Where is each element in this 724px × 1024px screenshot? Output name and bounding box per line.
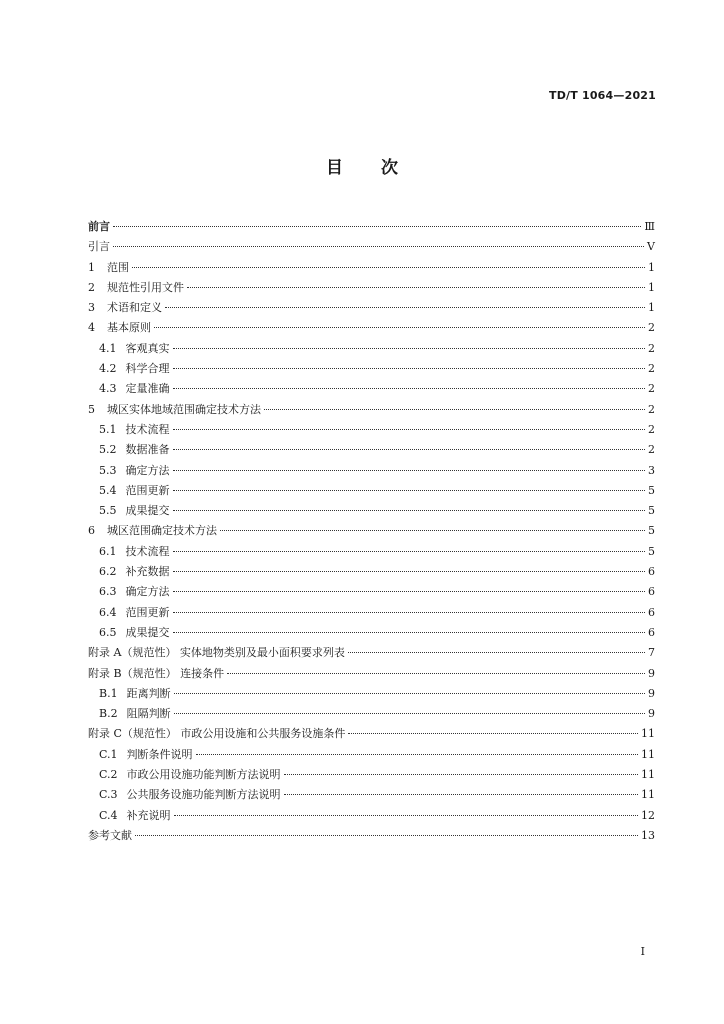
toc-entry-page: 6	[648, 605, 655, 619]
toc-entry-page: 2	[648, 422, 655, 436]
toc-entry-number: 5.1	[99, 422, 117, 436]
toc-entry-page: 6	[648, 625, 655, 639]
toc-entry[interactable]	[88, 258, 655, 278]
toc-entry-label	[99, 339, 170, 359]
toc-entry[interactable]	[88, 379, 655, 399]
toc-entry-label	[88, 298, 162, 318]
toc-leader-dots	[174, 815, 638, 816]
toc-entry-number: C.4	[99, 808, 118, 822]
toc-entry-title: 附录 B（规范性） 连接条件	[88, 666, 225, 680]
toc-entry-page: 9	[648, 666, 655, 680]
toc-entry-number: 5.2	[99, 443, 117, 457]
toc-entry[interactable]	[88, 664, 655, 684]
toc-entry-page: 1	[648, 260, 655, 274]
toc-entry-number: 6	[88, 524, 95, 538]
toc-entry-number: 4.2	[99, 362, 117, 376]
toc-entry-number: 4.1	[99, 341, 117, 355]
toc-entry[interactable]	[88, 603, 655, 623]
toc-entry-number: 6.5	[99, 625, 117, 639]
toc-entry-page: 11	[641, 768, 655, 782]
toc-leader-dots	[173, 612, 646, 613]
toc-entry-title: 判断条件说明	[126, 747, 193, 761]
toc-leader-dots	[173, 470, 646, 471]
toc-entry-label	[99, 623, 170, 643]
toc-entry-label	[88, 258, 129, 278]
toc-entry-title: 距离判断	[126, 686, 171, 700]
toc-entry[interactable]	[88, 481, 655, 501]
toc-entry-label	[99, 704, 171, 724]
toc-entry-number: B.1	[99, 686, 118, 700]
toc-entry-title: 技术流程	[125, 544, 170, 558]
toc-entry-page: 6	[648, 565, 655, 579]
toc-entry-label	[88, 521, 217, 541]
toc-entry-title: 确定方法	[125, 585, 170, 599]
page-number: I	[640, 945, 645, 958]
toc-entry[interactable]	[88, 359, 655, 379]
toc-leader-dots	[173, 632, 646, 633]
toc-entry[interactable]	[88, 684, 655, 704]
page-title	[0, 153, 724, 178]
toc-entry[interactable]	[88, 582, 655, 602]
toc-leader-dots	[173, 551, 646, 552]
toc-entry[interactable]	[88, 237, 655, 257]
toc-entry[interactable]	[88, 745, 655, 765]
toc-entry[interactable]	[88, 420, 655, 440]
toc-entry-label	[88, 237, 110, 257]
toc-entry-number: 6.3	[99, 585, 117, 599]
toc-leader-dots	[165, 307, 645, 308]
toc-entry-page: 5	[648, 483, 655, 497]
table-of-contents	[88, 217, 655, 846]
toc-leader-dots	[173, 591, 646, 592]
toc-leader-dots	[173, 429, 646, 430]
toc-entry-label	[88, 278, 184, 298]
toc-entry-label	[99, 785, 281, 805]
toc-leader-dots	[348, 733, 638, 734]
toc-entry[interactable]	[88, 704, 655, 724]
toc-entry-page: 1	[648, 280, 655, 294]
toc-entry-number: B.2	[99, 707, 118, 721]
toc-entry-title: 技术流程	[125, 422, 170, 436]
toc-entry-number: 6.1	[99, 544, 117, 558]
toc-entry-page: 2	[648, 362, 655, 376]
toc-entry-number: 5.3	[99, 463, 117, 477]
toc-entry-title: 范围更新	[125, 483, 170, 497]
toc-leader-dots	[113, 246, 644, 247]
toc-entry-page: 2	[648, 443, 655, 457]
toc-leader-dots	[113, 226, 641, 227]
toc-entry-label	[99, 582, 170, 602]
toc-entry[interactable]	[88, 806, 655, 826]
toc-entry[interactable]	[88, 562, 655, 582]
toc-entry[interactable]	[88, 278, 655, 298]
toc-entry-title: 引言	[88, 240, 110, 254]
toc-entry-label	[99, 481, 170, 501]
toc-leader-dots	[173, 571, 646, 572]
toc-entry[interactable]	[88, 542, 655, 562]
toc-entry-title: 成果提交	[125, 504, 170, 518]
toc-entry-title: 城区范围确定技术方法	[107, 524, 217, 538]
toc-leader-dots	[173, 490, 646, 491]
toc-leader-dots	[173, 388, 646, 389]
toc-entry-label	[99, 542, 170, 562]
toc-leader-dots	[173, 449, 646, 450]
toc-entry-title: 科学合理	[125, 362, 170, 376]
toc-entry[interactable]	[88, 298, 655, 318]
toc-entry-number: 3	[88, 301, 95, 315]
toc-entry-page: 12	[641, 808, 655, 822]
toc-entry-label	[99, 379, 170, 399]
toc-entry-title: 参考文献	[88, 828, 132, 842]
toc-leader-dots	[173, 368, 646, 369]
toc-entry-title: 客观真实	[125, 341, 170, 355]
toc-entry-page: 11	[641, 727, 655, 741]
toc-entry-number: 5	[88, 402, 95, 416]
toc-entry[interactable]	[88, 318, 655, 338]
title-char-1: 目	[326, 158, 343, 178]
toc-entry-label	[99, 461, 170, 481]
toc-entry-page: 5	[648, 524, 655, 538]
toc-entry[interactable]	[88, 400, 655, 420]
toc-entry-number: 2	[88, 280, 95, 294]
toc-leader-dots	[135, 835, 638, 836]
toc-entry-page: 5	[648, 544, 655, 558]
toc-entry-number: 6.4	[99, 605, 117, 619]
toc-leader-dots	[264, 409, 645, 410]
toc-entry-title: 附录 A（规范性） 实体地物类别及最小面积要求列表	[88, 646, 345, 660]
toc-entry[interactable]	[88, 765, 655, 785]
toc-entry-title: 补充说明	[126, 808, 171, 822]
toc-entry[interactable]	[88, 440, 655, 460]
toc-entry-title: 成果提交	[125, 625, 170, 639]
toc-entry[interactable]	[88, 826, 655, 846]
toc-entry-page: Ⅲ	[644, 220, 655, 233]
title-char-2: 次	[381, 158, 398, 178]
toc-entry-number: 6.2	[99, 565, 117, 579]
toc-entry[interactable]	[88, 785, 655, 805]
toc-entry-number: 1	[88, 260, 95, 274]
toc-entry-page: 2	[648, 321, 655, 335]
toc-leader-dots	[284, 794, 638, 795]
toc-entry-label	[88, 724, 345, 744]
toc-entry[interactable]	[88, 724, 655, 744]
toc-entry[interactable]	[88, 217, 655, 237]
toc-entry-page: 9	[648, 686, 655, 700]
toc-entry-label	[99, 501, 170, 521]
toc-leader-dots	[220, 530, 645, 531]
toc-entry-label	[99, 562, 170, 582]
toc-entry-title: 阻隔判断	[126, 707, 171, 721]
toc-leader-dots	[174, 693, 645, 694]
toc-entry-number: 5.4	[99, 483, 117, 497]
toc-entry-label	[88, 318, 151, 338]
toc-entry[interactable]	[88, 643, 655, 663]
toc-entry-number: 4	[88, 321, 95, 335]
toc-entry-title: 定量准确	[125, 382, 170, 396]
toc-entry-page: 2	[648, 341, 655, 355]
toc-entry-page: 13	[641, 828, 655, 842]
toc-entry-title: 基本原则	[107, 321, 151, 335]
toc-entry-page: 3	[648, 463, 655, 477]
toc-entry-page: 11	[641, 747, 655, 761]
toc-entry-page: 11	[641, 788, 655, 802]
toc-entry-title: 范围更新	[125, 605, 170, 619]
toc-leader-dots	[132, 267, 645, 268]
toc-entry-label	[88, 217, 110, 237]
toc-entry-title: 城区实体地域范围确定技术方法	[107, 402, 261, 416]
toc-entry[interactable]	[88, 623, 655, 643]
toc-entry-page: 5	[648, 504, 655, 518]
toc-entry-number: C.3	[99, 788, 118, 802]
toc-entry-title: 市政公用设施功能判断方法说明	[126, 768, 281, 782]
toc-entry-label	[88, 643, 345, 663]
toc-entry-number: 5.5	[99, 504, 117, 518]
toc-entry-title: 公共服务设施功能判断方法说明	[126, 788, 281, 802]
toc-leader-dots	[348, 652, 645, 653]
toc-entry-label	[88, 664, 224, 684]
toc-entry-number: C.1	[99, 747, 118, 761]
toc-entry-label	[99, 765, 281, 785]
toc-leader-dots	[227, 673, 645, 674]
standard-code: TD/T 1064—2021	[548, 89, 656, 102]
toc-entry-title: 前言	[88, 220, 110, 233]
toc-entry-number: C.2	[99, 768, 118, 782]
toc-entry-label	[99, 745, 193, 765]
toc-entry-title: 附录 C（规范性） 市政公用设施和公共服务设施条件	[88, 727, 346, 741]
toc-entry-label	[99, 806, 171, 826]
toc-entry-title: 确定方法	[125, 463, 170, 477]
toc-leader-dots	[196, 754, 638, 755]
toc-entry-title: 补充数据	[125, 565, 170, 579]
toc-entry-page: 7	[648, 646, 655, 660]
toc-entry-page: 2	[648, 402, 655, 416]
toc-entry-label	[99, 684, 171, 704]
toc-entry-title: 术语和定义	[107, 301, 162, 315]
toc-leader-dots	[154, 327, 645, 328]
toc-entry-title: 数据准备	[125, 443, 170, 457]
toc-leader-dots	[173, 348, 646, 349]
toc-entry[interactable]	[88, 461, 655, 481]
toc-entry[interactable]	[88, 339, 655, 359]
toc-entry-page: 2	[648, 382, 655, 396]
toc-entry-page: 9	[648, 707, 655, 721]
toc-entry-label	[99, 440, 170, 460]
toc-entry-label	[88, 826, 132, 846]
toc-leader-dots	[187, 287, 645, 288]
toc-leader-dots	[173, 510, 646, 511]
toc-entry-page: Ⅴ	[647, 240, 655, 254]
toc-entry-title: 规范性引用文件	[107, 280, 184, 294]
toc-entry-label	[99, 359, 170, 379]
toc-entry-page: 6	[648, 585, 655, 599]
toc-entry-label	[99, 420, 170, 440]
toc-entry-title: 范围	[107, 260, 129, 274]
toc-entry-number: 4.3	[99, 382, 117, 396]
toc-entry[interactable]	[88, 521, 655, 541]
toc-entry-label	[99, 603, 170, 623]
toc-entry-page: 1	[648, 301, 655, 315]
toc-leader-dots	[174, 713, 645, 714]
toc-entry[interactable]	[88, 501, 655, 521]
toc-entry-label	[88, 400, 261, 420]
toc-leader-dots	[284, 774, 638, 775]
